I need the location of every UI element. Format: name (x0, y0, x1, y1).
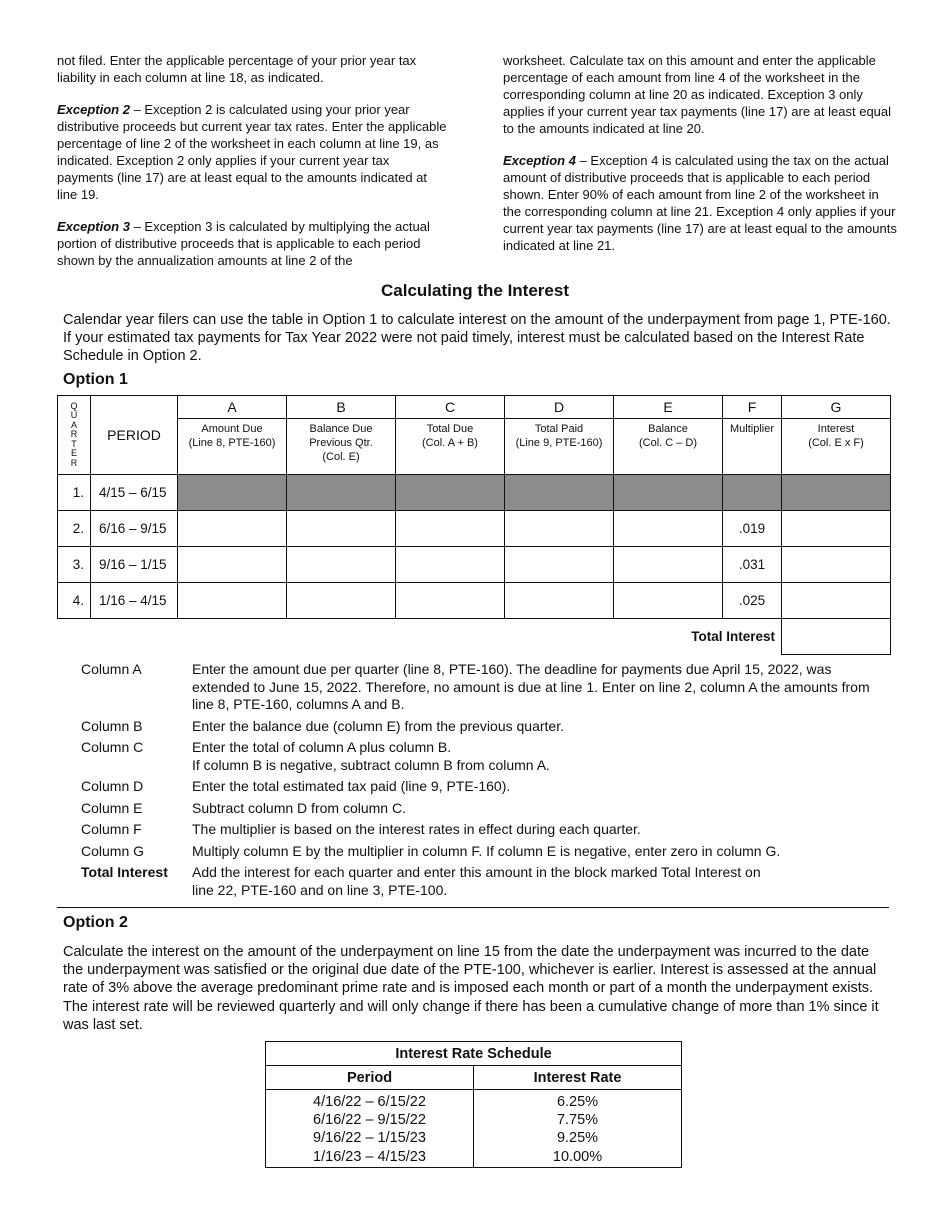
cell-b-shaded (287, 475, 396, 511)
exception-2-paragraph (57, 101, 449, 203)
rate-periods-cell (266, 1090, 474, 1168)
exception-4-text: – Exception 4 is calculated using the tax on the actual amount of distributive proceeds that is applicable to each period shown. Enter 90% of each amount from line 2 of the worksheet in the corresponding column at line 21. Exception 4 only applies if your current year tax payments (line 17) are at least equal to the amounts indicated at line 21. (503, 153, 897, 253)
column-b-letter: B (287, 396, 396, 419)
instruction-text-line2: If column B is negative, subtract column B from column A. (192, 756, 550, 773)
input-cell-d[interactable] (505, 583, 614, 619)
row-period: 4/15 – 6/15 (91, 475, 178, 511)
column-c-letter: C (396, 396, 505, 419)
input-cell-a[interactable] (178, 511, 287, 547)
quarter-letter: R (70, 429, 78, 440)
column-f-letter: F (723, 396, 782, 419)
row-multiplier: .025 (723, 583, 782, 619)
input-cell-c[interactable] (396, 583, 505, 619)
instruction-row (81, 843, 881, 861)
exception-2-text: – Exception 2 is calculated using your prior year distributive proceeds but current year tax rates. Enter the applicable percentage of line 2 of the worksheet in each column at line 19, as indicated. Exception 2 only applies if your current year tax payments (line 17) are at least equal to the amounts indicated at line 19. (57, 102, 447, 202)
cell-c-shaded (396, 475, 505, 511)
instruction-row (81, 661, 881, 714)
exception-3-text: – Exception 3 is calculated by multiplying the actual portion of distributive proceeds that is applicable to each period shown by the annualization amounts at line 2 of the (57, 219, 430, 268)
table-row (58, 511, 891, 547)
table-row (58, 475, 891, 511)
instruction-key: Column F (81, 821, 142, 837)
exception-3-paragraph (57, 218, 449, 269)
table-row (58, 583, 891, 619)
rate-value: 9.25% (556, 1130, 599, 1147)
row-number: 2. (58, 511, 91, 547)
rate-values-cell (474, 1090, 682, 1168)
row-period: 1/16 – 4/15 (91, 583, 178, 619)
column-g-desc-line1: Interest (817, 423, 855, 435)
quarter-letter: E (70, 448, 77, 459)
instruction-text-block (192, 864, 881, 899)
column-g-description (782, 419, 891, 475)
cell-d-shaded (505, 475, 614, 511)
rate-period: 1/16/23 – 4/15/23 (313, 1148, 426, 1165)
row-multiplier: .019 (723, 511, 782, 547)
rate-period: 6/16/22 – 9/15/22 (313, 1112, 426, 1129)
instruction-text: Enter the total estimated tax paid (line 9, PTE-160). (192, 778, 511, 794)
cell-e-shaded (614, 475, 723, 511)
column-e-desc-line2: (Col. C – D) (638, 437, 698, 449)
cell-f-shaded (723, 475, 782, 511)
rate-period: 9/16/22 – 1/15/23 (313, 1130, 426, 1147)
column-a-description (178, 419, 287, 475)
quarter-letter: A (70, 419, 77, 430)
option-2-paragraph: Calculate the interest on the amount of the underpayment on line 15 from the date the underpayment was incurred to the date the underpayment was satisfied or the original due date of the PTE-100, whichever is earlier. Interest is assessed at the annual rate of 3% above the average predominant prime rate and is imposed each month or part of a month the underpayment exists. The interest rate will be reviewed quarterly and will only change if there has been a cumulative change of more than 1% since it was last set. (63, 944, 879, 1033)
column-d-desc-line2: (Line 9, PTE-160) (515, 437, 603, 449)
instruction-key: Column C (81, 739, 144, 755)
instruction-key: Column E (81, 799, 143, 816)
instruction-text-block (192, 739, 881, 774)
column-a-letter: A (178, 396, 287, 419)
input-cell-a[interactable] (178, 547, 287, 583)
instruction-text: Enter the amount due per quarter (line 8, PTE-160). The deadline for payments due April 15, 2022, was extended to June 15, 2022. Therefore, no amount is due at line 1. Enter on line 2, column A the amounts from line 8, PTE-160, columns A and B. (192, 661, 870, 712)
instruction-text: Multiply column E by the multiplier in column F. If column E is negative, enter zero in column G. (192, 842, 781, 859)
instruction-row (81, 778, 881, 796)
instruction-key: Column A (81, 661, 142, 677)
exception-4-label: Exception 4 (503, 153, 576, 168)
column-d-desc-line1: Total Paid (534, 423, 584, 435)
input-cell-d[interactable] (505, 547, 614, 583)
instruction-text: Enter the total of column A plus column B. (192, 739, 452, 755)
section-title: Calculating the Interest (381, 281, 569, 300)
total-interest-input[interactable] (782, 619, 891, 655)
quarter-letter: R (70, 457, 78, 468)
column-a-desc-line2: (Line 8, PTE-160) (188, 437, 276, 449)
quarter-letter: T (71, 438, 77, 449)
rate-schedule-title: Interest Rate Schedule (266, 1042, 682, 1066)
input-cell-g[interactable] (782, 547, 891, 583)
instruction-key: Column G (81, 842, 145, 859)
period-header: PERIOD (91, 396, 178, 475)
column-a-desc-line1: Amount Due (201, 423, 263, 435)
column-b-desc-line2: Previous Qtr. (309, 437, 373, 449)
column-b-desc-line1: Balance Due (309, 423, 373, 435)
section-divider (57, 907, 889, 908)
instruction-row (81, 718, 881, 736)
rate-value: 6.25% (556, 1094, 599, 1110)
column-e-letter: E (614, 396, 723, 419)
input-cell-a[interactable] (178, 583, 287, 619)
input-cell-g[interactable] (782, 583, 891, 619)
table-row (58, 547, 891, 583)
instruction-key: Column D (81, 778, 144, 794)
input-cell-b[interactable] (287, 511, 396, 547)
interest-calculation-table (57, 395, 891, 655)
exception-4-paragraph (503, 152, 898, 254)
input-cell-c[interactable] (396, 511, 505, 547)
left-text-column (57, 52, 449, 284)
row-number: 1. (58, 475, 91, 511)
cell-g-shaded (782, 475, 891, 511)
input-cell-e[interactable] (614, 511, 723, 547)
quarter-letter: U (70, 410, 78, 421)
cell-a-shaded (178, 475, 287, 511)
column-c-desc-line1: Total Due (426, 423, 474, 435)
option-2-heading: Option 2 (63, 914, 128, 931)
instruction-row (81, 821, 881, 839)
input-cell-e[interactable] (614, 547, 723, 583)
instruction-text: Enter the balance due (column E) from the previous quarter. (192, 717, 564, 734)
column-e-description (614, 419, 723, 475)
column-d-description (505, 419, 614, 475)
instruction-row (81, 739, 881, 774)
input-cell-g[interactable] (782, 511, 891, 547)
column-e-desc-line1: Balance (648, 423, 688, 435)
column-b-description (287, 419, 396, 475)
column-g-desc-line2: (Col. E x F) (808, 437, 864, 449)
rate-period-header: Period (266, 1066, 474, 1090)
column-b-desc-line3: (Col. E) (322, 451, 360, 463)
quarter-letter: Q (70, 400, 78, 411)
column-d-letter: D (505, 396, 614, 419)
rate-value-header: Interest Rate (474, 1066, 682, 1090)
column-g-letter: G (782, 396, 891, 419)
instruction-text: The multiplier is based on the interest rates in effect during each quarter. (192, 821, 641, 837)
left-paragraph-1: not filed. Enter the applicable percentage of your prior year tax liability in each column at line 18, as indicated. (57, 53, 417, 85)
rate-period: 4/16/22 – 6/15/22 (313, 1094, 426, 1110)
input-cell-b[interactable] (287, 583, 396, 619)
column-f-desc-line1: Multiplier (729, 423, 774, 435)
intro-paragraph: Calendar year filers can use the table in Option 1 to calculate interest on the amount of the underpayment from page 1, PTE-160. If your estimated tax payments for Tax Year 2022 were not paid timely, interest must be calculated based on the Interest Rate Schedule in Option 2. (63, 312, 891, 365)
instruction-row (81, 864, 881, 899)
instruction-key: Column B (81, 717, 143, 734)
quarter-header (58, 396, 91, 475)
option-1-heading: Option 1 (63, 371, 128, 388)
interest-rate-schedule (265, 1041, 682, 1168)
column-c-desc-line2: (Col. A + B) (422, 437, 478, 449)
exception-2-label: Exception 2 (57, 102, 130, 117)
total-interest-label: Total Interest (691, 629, 775, 645)
input-cell-c[interactable] (396, 547, 505, 583)
rate-value: 10.00% (552, 1148, 603, 1165)
row-number: 4. (58, 583, 91, 619)
row-period: 9/16 – 1/15 (91, 547, 178, 583)
instruction-text: Add the interest for each quarter and enter this amount in the block marked Total Interest on (192, 864, 761, 880)
rate-value: 7.75% (556, 1112, 599, 1129)
input-cell-b[interactable] (287, 547, 396, 583)
column-instructions (81, 661, 881, 903)
column-c-description (396, 419, 505, 475)
instruction-text: Subtract column D from column C. (192, 799, 406, 816)
row-period: 6/16 – 9/15 (91, 511, 178, 547)
instruction-text-line2: line 22, PTE-160 and on line 3, PTE-100. (192, 881, 448, 898)
column-f-description (723, 419, 782, 475)
row-number: 3. (58, 547, 91, 583)
input-cell-d[interactable] (505, 511, 614, 547)
right-text-column (503, 52, 898, 269)
row-multiplier: .031 (723, 547, 782, 583)
right-paragraph-1: worksheet. Calculate tax on this amount and enter the applicable percentage of each amount from line 4 of the worksheet in the corresponding column at line 20 as indicated. Exception 3 only applies if your current year tax payments (line 17) are at least equal to the amounts indicated at line 20. (503, 53, 892, 136)
input-cell-e[interactable] (614, 583, 723, 619)
exception-3-label: Exception 3 (57, 219, 130, 234)
instruction-row (81, 800, 881, 818)
instruction-key: Total Interest (81, 864, 168, 880)
